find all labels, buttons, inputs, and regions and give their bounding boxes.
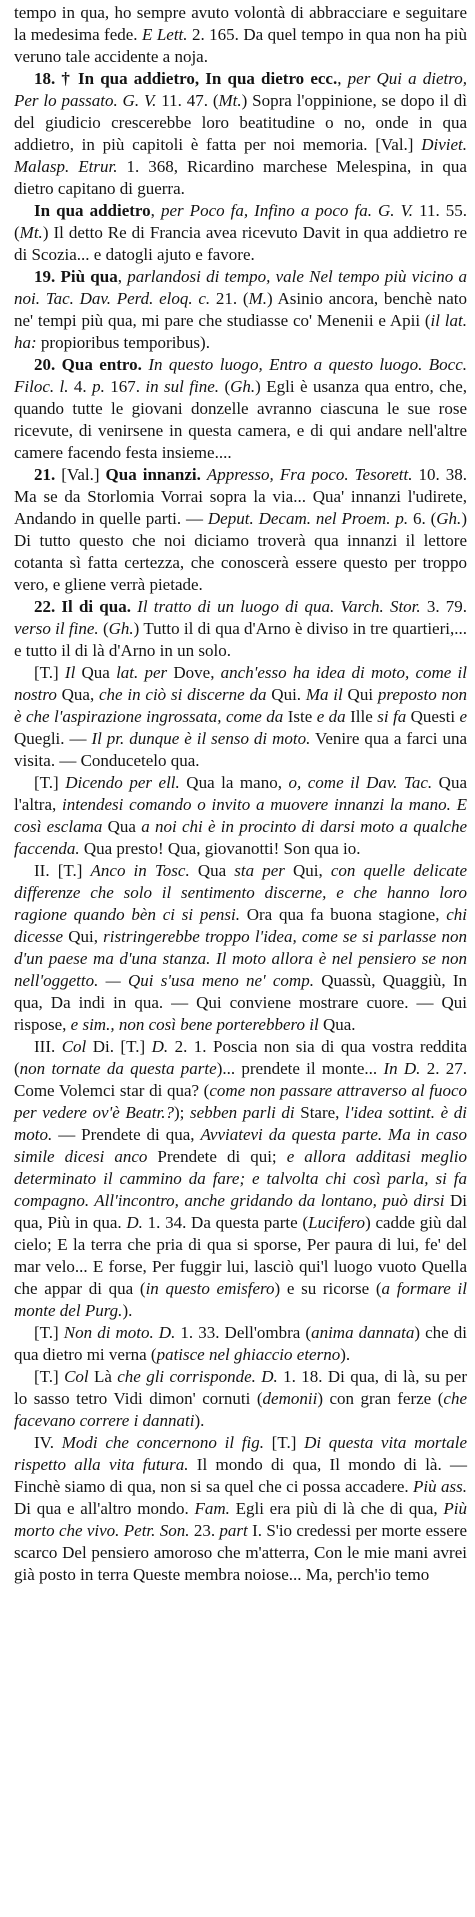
entry-text: Qua — [75, 663, 117, 682]
entry-text: tempo in qua, ho sempre avuto volontà di abbracciare e seguitare la medesima fede. — [14, 3, 467, 44]
entry-text: ). — [194, 1411, 205, 1430]
entry-text: ) Di tutto questo che noi diciamo troverà qua innanzi il lettore cotanta sì fatta certezza, che conoscerà essere questo per troppo vero, e gliene verrà pietade. — [14, 509, 467, 594]
italic-gloss: Il tratto di un luogo di qua. Varch. Stor. — [137, 597, 421, 616]
italic-gloss: verso il fine. — [14, 619, 99, 638]
dictionary-entry-text — [14, 2, 467, 1586]
sense-heading: 19. Più qua — [34, 267, 118, 286]
entry-text: — Prendete di qua, — [52, 1125, 201, 1144]
italic-gloss: Più morto che vivo. Petr. Son. — [14, 1499, 467, 1540]
entry-text: 21. ( — [210, 289, 249, 308]
entry-text: ) e su ricorse ( — [274, 1279, 382, 1298]
entry-paragraph — [14, 200, 467, 266]
entry-text: Quegli. — — [14, 729, 92, 748]
entry-text: Qua presto! Qua, giovanotti! Son qua io. — [79, 839, 361, 858]
italic-gloss: per Qui a dietro, Per lo passato. G. V. — [14, 69, 468, 110]
entry-text: ( — [98, 619, 109, 638]
entry-text: )... prendete il monte... — [216, 1059, 384, 1078]
italic-gloss: In questo luogo, Entro a questo luogo. Bocc. Filoc. l. — [14, 355, 467, 396]
entry-text: 2. 27. Come Volemci star di qua? ( — [14, 1059, 468, 1100]
entry-text: 3. 79. — [420, 597, 468, 616]
italic-gloss: come non passare attraverso al fuoco per vedere ov'è Beatr.? — [14, 1081, 467, 1122]
entry-text: I. S'io credessi per morte essere scarco Del pensiero amoroso che m'atterra, Con le mie mani avrei già posto in terra Queste membra noiose... Ma, perch'io temo — [14, 1521, 468, 1584]
italic-gloss: non tornate da questa parte — [19, 1059, 217, 1078]
entry-text: ) Il detto Re di Francia avea ricevuto Davit in qua addietro re di Scozia... e datogli ajuto e favore. — [14, 223, 467, 264]
entry-paragraph — [14, 2, 467, 68]
italic-gloss: D. — [126, 1213, 143, 1232]
entry-text: 10. 38. Ma se da Storlomia Vorrai sopra la via... Qua' innanzi l'udirete, Andando in quelle parti. — — [14, 465, 468, 528]
entry-text: , — [150, 201, 161, 220]
italic-gloss: Gh. — [436, 509, 462, 528]
entry-text: 167. — [104, 377, 146, 396]
sense-heading: In qua addietro — [34, 201, 151, 220]
italic-gloss: Il — [64, 663, 76, 682]
entry-text: [T.] — [34, 1323, 64, 1342]
entry-text: 4. — [68, 377, 93, 396]
entry-text: 11. 55. ( — [14, 201, 467, 242]
entry-text: ( — [219, 377, 231, 396]
italic-gloss: Col — [61, 1037, 87, 1056]
entry-text: Qui, — [63, 927, 104, 946]
sense-heading: 18. † In qua addietro, In qua dietro ecc. — [34, 69, 338, 88]
entry-paragraph — [14, 266, 467, 354]
italic-gloss: Più ass. — [413, 1477, 467, 1496]
italic-gloss: il lat. ha: — [14, 311, 467, 352]
italic-gloss: patisce nel ghiaccio eterno — [156, 1345, 341, 1364]
entry-text: 6. ( — [408, 509, 437, 528]
entry-text: [Val.] — [55, 465, 106, 484]
entry-text: [T.] — [263, 1433, 305, 1452]
entry-text: 11. 47. ( — [156, 91, 219, 110]
italic-gloss: intendesi comando o invito a muovere innanzi la mano. E così esclama — [14, 795, 467, 836]
entry-text: ) cadde giù dal cielo; E la terra che pria di qua si sporse, Per paura di lui, fe' del mar velo... E forse, Per fuggir lui, lasciò qui'l luogo vuoto Quella che appar di qua ( — [14, 1213, 467, 1298]
entry-text: Prendete di qui; — [147, 1147, 287, 1166]
entry-text: Stare, — [294, 1103, 346, 1122]
entry-text: Ora qua fa buona stagione, — [239, 905, 447, 924]
entry-paragraph — [14, 860, 467, 1036]
entry-text: ) Sopra l'oppinione, se dopo il dì del giudicio crescerebbe loro beatitudine o no, onde in qua addietro, in più capitoli è fatta per noi memoria. [Val.] — [14, 91, 468, 154]
italic-gloss: M. — [248, 289, 268, 308]
italic-gloss: chi dicesse — [14, 905, 468, 946]
italic-gloss: e da — [316, 707, 346, 726]
italic-gloss: in sul fine. — [145, 377, 220, 396]
entry-paragraph — [14, 354, 467, 464]
italic-gloss: Deput. Decam. nel Proem. p. — [207, 509, 409, 528]
entry-text: IV. — [34, 1433, 62, 1452]
italic-gloss: Dicendo per ell. — [65, 773, 180, 792]
entry-text: ) Asinio ancora, benchè nato ne' tempi più qua, mi pare che studiasse co' Menenii e Apii ( — [14, 289, 468, 330]
italic-gloss: Ma il — [305, 685, 343, 704]
italic-gloss: Di questa vita mortale rispetto alla vita futura. — [14, 1433, 468, 1474]
entry-text: [T.] — [34, 663, 65, 682]
entry-text: 1. 18. Di qua, di là, su per lo sasso tetro Vidi dimon' cornuti ( — [14, 1367, 468, 1408]
entry-text: Qua la mano, — [179, 773, 289, 792]
italic-gloss: Mt. — [218, 91, 242, 110]
italic-gloss: Avviatevi da questa parte. Ma in caso simile dicesi anco — [14, 1125, 467, 1166]
italic-gloss: In D. — [383, 1059, 421, 1078]
entry-text: Di qua e all'altro mondo. — [14, 1499, 195, 1518]
italic-gloss: e sim., non così bene porterebbero il — [70, 1015, 319, 1034]
entry-text: Là — [88, 1367, 118, 1386]
entry-paragraph — [14, 1036, 467, 1322]
entry-text: Quassù, Quaggiù, In qua, Da indi in qua. — Qui conviene mostrare cuore. — Qui rispose, — [14, 971, 467, 1034]
italic-gloss: che in ciò si discerne da — [99, 685, 267, 704]
entry-text: [T.] — [34, 1367, 65, 1386]
italic-gloss: si fa — [377, 707, 407, 726]
entry-text: ) Egli è usanza qua entro, che, quando tutte le giovani donzelle avranno ciascuna le sue rose ricevute, di venirsene in questa camera, e di qui andare nell'altre camere facendo festa insieme.... — [14, 377, 467, 462]
italic-gloss: E Lett. — [142, 25, 188, 44]
italic-gloss: sta per — [234, 861, 285, 880]
entry-paragraph — [14, 662, 467, 772]
italic-gloss: p. — [92, 377, 105, 396]
italic-gloss: e allora additasi meglio determinato il cammino da fare; e talvolta chi così parla, si fa compagno. All'incontro, anche gridando da lontano, può dirsi — [14, 1147, 467, 1210]
italic-gloss: Il pr. dunque è il senso di moto. — [91, 729, 311, 748]
italic-gloss: sebben parli di — [189, 1103, 295, 1122]
italic-gloss: Diviet. Malasp. Etrur. — [14, 135, 467, 176]
entry-text: Qua, — [56, 685, 99, 704]
entry-text: Ille — [345, 707, 378, 726]
entry-text: [T.] — [34, 773, 66, 792]
entry-text: , — [337, 69, 348, 88]
entry-text: Venire qua a farci una visita. — Conducetelo qua. — [14, 729, 467, 770]
italic-gloss: Col — [64, 1367, 89, 1386]
italic-gloss: D. — [151, 1037, 169, 1056]
italic-gloss: Modi che concernono il fig. — [61, 1433, 264, 1452]
entry-text: Qui — [342, 685, 378, 704]
italic-gloss: Appresso, Fra poco. Tesorett. — [206, 465, 413, 484]
entry-text: 1. 34. Da questa parte ( — [142, 1213, 309, 1232]
entry-text: 1. 33. Dell'ombra ( — [175, 1323, 312, 1342]
italic-gloss: Non di moto. D. — [63, 1323, 176, 1342]
italic-gloss: ristringerebbe troppo l'idea, come se si parlasse non d'un paese ma d'una stanza. Il moto allora è nel pensiero se non nell'oggetto. — Qui s'usa meno ne' comp. — [14, 927, 467, 990]
entry-text: Questi — [406, 707, 460, 726]
entry-text: Qua l'altra, — [14, 773, 467, 814]
italic-gloss: anima dannata — [311, 1323, 415, 1342]
sense-heading: 21. — [34, 465, 56, 484]
italic-gloss: che facevano correre i dannati — [14, 1389, 467, 1430]
italic-gloss: part — [219, 1521, 248, 1540]
entry-text: Qua — [189, 861, 235, 880]
italic-gloss: Anco in Tosc. — [90, 861, 190, 880]
entry-paragraph — [14, 1322, 467, 1366]
sense-heading: 22. Il di qua. — [34, 597, 131, 616]
italic-gloss: anch'esso ha idea di moto, come il nostro — [14, 663, 467, 704]
entry-text: ) che di qua dietro mi verna ( — [14, 1323, 467, 1364]
italic-gloss: Mt. — [19, 223, 43, 242]
italic-gloss: a noi chi è in procinto di darsi moto a qualche faccenda. — [14, 817, 468, 858]
entry-text: Dove, — [167, 663, 221, 682]
entry-text: II. [T.] — [34, 861, 91, 880]
entry-text: Qua. — [318, 1015, 356, 1034]
entry-text: 2. 1. Poscia non sia di qua vostra reddita ( — [14, 1037, 468, 1078]
italic-gloss: che gli corrisponde. D. — [117, 1367, 278, 1386]
entry-text: , — [117, 267, 128, 286]
italic-gloss: e — [459, 707, 468, 726]
italic-gloss: Lucifero — [308, 1213, 366, 1232]
italic-gloss: in questo emisfero — [145, 1279, 275, 1298]
italic-gloss: o, come il Dav. Tac. — [288, 773, 433, 792]
entry-text: 2. 165. Da quel tempo in qua non ha più veruno tale accidente a noja. — [14, 25, 467, 66]
sense-heading: 20. Qua entro. — [34, 355, 142, 374]
entry-text: Egli era più di là che di qua, — [229, 1499, 444, 1518]
italic-gloss: parlandosi di tempo, vale Nel tempo più vicino a noi. Tac. Dav. Perd. eloq. c. — [14, 267, 467, 308]
entry-text: ) Tutto il di qua d'Arno è diviso in tre quartieri,... e tutto il di là d'Arno in un solo. — [14, 619, 467, 660]
entry-text: 1. 368, Ricardino marchese Melespina, in qua dietro capitano di guerra. — [14, 157, 467, 198]
entry-paragraph — [14, 596, 467, 662]
italic-gloss: Gh. — [108, 619, 134, 638]
italic-gloss: lat. per — [116, 663, 168, 682]
entry-text: ). — [122, 1301, 133, 1320]
italic-gloss: preposto non è che l'aspirazione ingrossata, come da — [14, 685, 468, 726]
entry-text: ); — [173, 1103, 190, 1122]
italic-gloss: con quelle delicate differenze che solo il sentimento discerne, e che hanno loro ragione quando bèn ci si pensi. — [14, 861, 468, 924]
entry-text: Qui. — [266, 685, 306, 704]
entry-text: Di qua, Più in qua. — [14, 1191, 467, 1232]
entry-text: ) con gran ferze ( — [317, 1389, 444, 1408]
entry-paragraph — [14, 1432, 467, 1586]
entry-text: Qua — [102, 817, 142, 836]
italic-gloss: a formare il monte del Purg. — [14, 1279, 467, 1320]
italic-gloss: demonii — [262, 1389, 318, 1408]
italic-gloss: per Poco fa, Infino a poco fa. G. V. — [160, 201, 414, 220]
entry-text: Iste — [283, 707, 317, 726]
entry-paragraph — [14, 68, 467, 200]
entry-text: propioribus temporibus). — [36, 333, 210, 352]
entry-text: III. — [34, 1037, 62, 1056]
italic-gloss: Gh. — [230, 377, 256, 396]
italic-gloss: l'idea sottint. è di moto. — [14, 1103, 467, 1144]
entry-paragraph — [14, 1366, 467, 1432]
sense-heading: Qua innanzi. — [105, 465, 201, 484]
entry-text: Di. [T.] — [86, 1037, 152, 1056]
entry-text: ). — [340, 1345, 351, 1364]
entry-paragraph — [14, 772, 467, 860]
entry-paragraph — [14, 464, 467, 596]
entry-text: Il mondo di qua, Il mondo di là. — Finchè siamo di qua, non si sa quel che ci possa accadere. — [14, 1455, 467, 1496]
italic-gloss: Fam. — [194, 1499, 230, 1518]
entry-text: 23. — [189, 1521, 220, 1540]
entry-text: Qui, — [284, 861, 331, 880]
